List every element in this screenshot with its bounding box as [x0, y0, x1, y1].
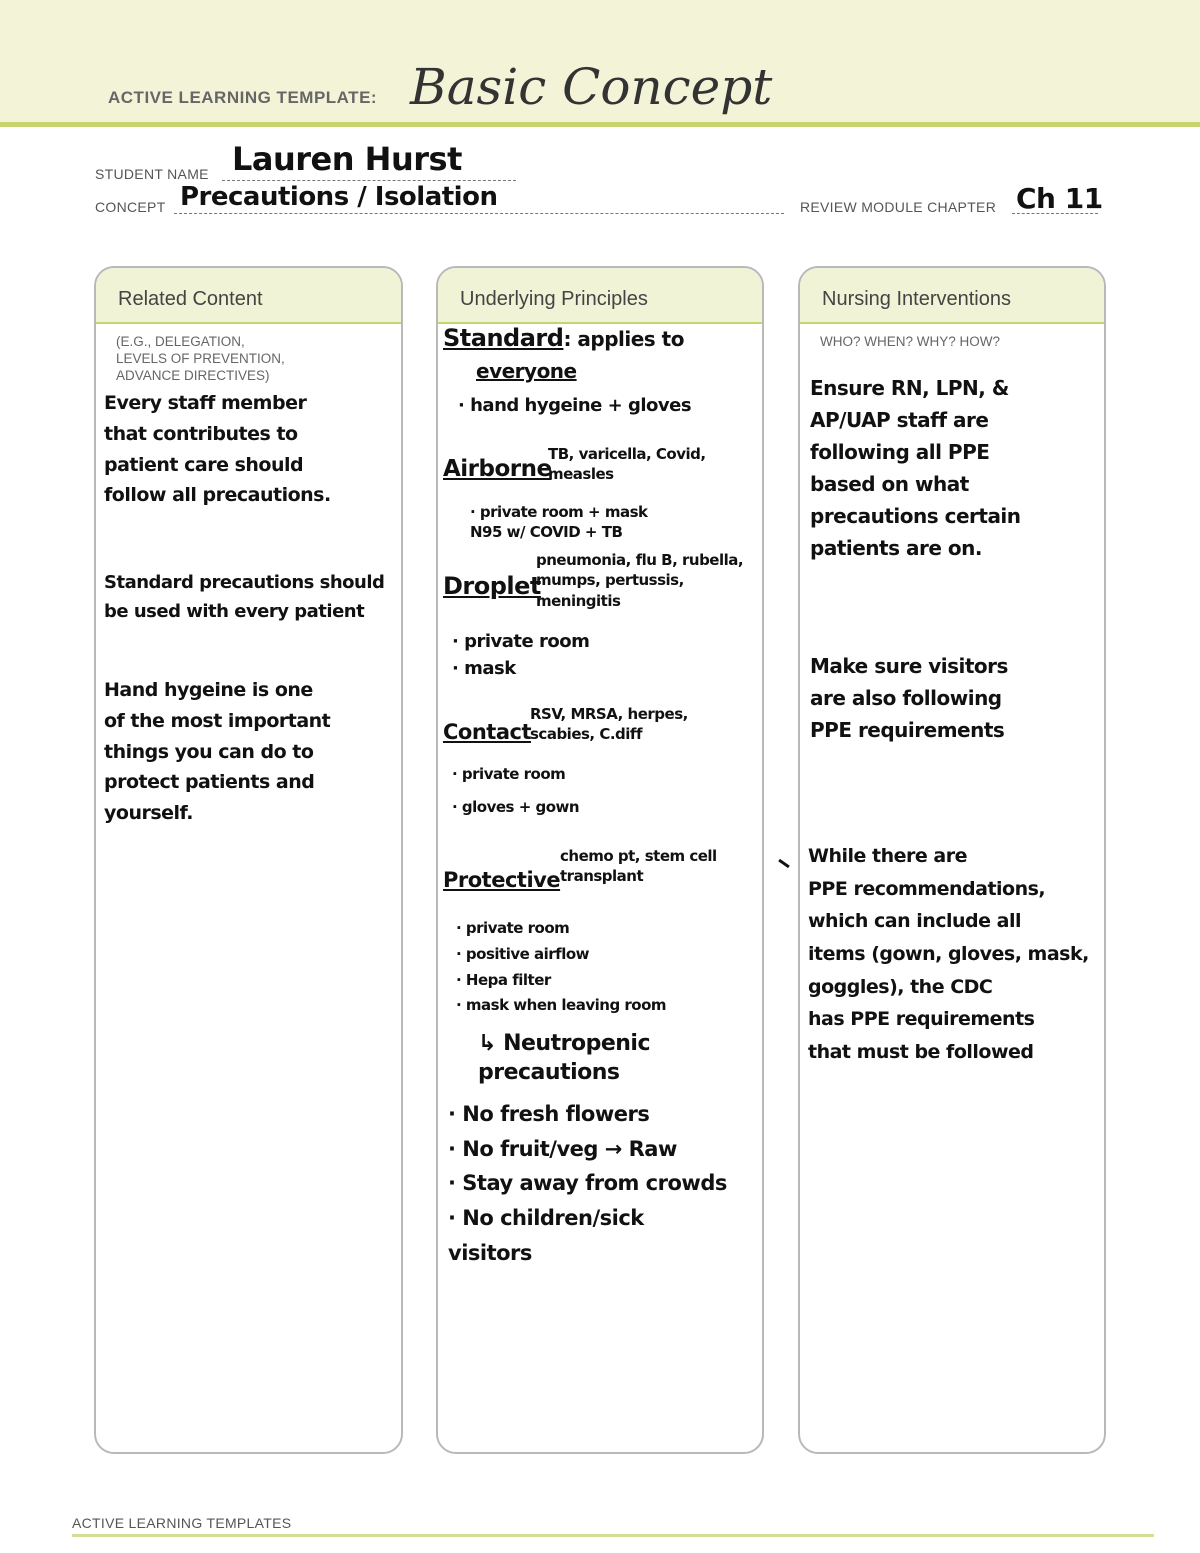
review-module-label: REVIEW MODULE CHAPTER — [800, 199, 997, 215]
airborne-items: · private room + mask N95 w/ COVID + TB — [470, 503, 648, 542]
contact-diseases: RSV, MRSA, herpes, scabies, C.diff — [530, 705, 688, 744]
student-name-line — [222, 180, 516, 181]
pen-tick-mark — [778, 859, 790, 868]
neutropenic-heading: ↳ Neutropenic precautions — [478, 1031, 650, 1085]
standard-item: · hand hygeine + gloves — [458, 395, 692, 416]
concept-value[interactable]: Precautions / Isolation — [180, 182, 498, 212]
airborne-diseases: TB, varicella, Covid, measles — [548, 445, 706, 484]
template-title: Basic Concept — [410, 58, 773, 116]
neutropenic-items: · No fresh flowers · No fruit/veg → Raw · Stay away from crowds · No children/sick visitors — [448, 1102, 727, 1265]
footer-divider — [72, 1534, 1154, 1537]
nursing-interventions-title: Nursing Interventions — [800, 268, 1104, 324]
protective-diseases: chemo pt, stem cell transplant — [560, 847, 717, 886]
related-note-2: Standard precautions should be used with every patient — [104, 572, 385, 623]
protective-items: · private room · positive airflow · Hepa filter · mask when leaving room — [456, 919, 667, 1015]
intervention-note-1: Ensure RN, LPN, & AP/UAP staff are following all PPE based on what precautions certain patients are on. — [810, 376, 1021, 560]
standard-text: : applies to — [563, 327, 684, 351]
contact-heading: Contact — [443, 720, 531, 744]
intervention-note-2: Make sure visitors are also following PPE requirements — [810, 654, 1008, 742]
student-name-value[interactable]: Lauren Hurst — [232, 140, 462, 178]
concept-line — [174, 213, 784, 214]
underlying-principles-title: Underlying Principles — [438, 268, 762, 324]
template-label: ACTIVE LEARNING TEMPLATE: — [108, 88, 378, 107]
student-name-label: STUDENT NAME — [95, 166, 209, 182]
droplet-diseases: pneumonia, flu B, rubella, mumps, pertussis, meningitis — [536, 551, 744, 610]
header-divider — [0, 122, 1200, 127]
related-note-1: Every staff member that contributes to patient care should follow all precautions. — [104, 392, 331, 507]
concept-label: CONCEPT — [95, 199, 166, 215]
droplet-heading: Droplet — [443, 572, 541, 600]
airborne-heading: Airborne — [443, 456, 552, 482]
related-content-title: Related Content — [96, 268, 401, 324]
related-content-subtitle: (E.G., DELEGATION, LEVELS OF PREVENTION, ADVANCE DIRECTIVES) — [116, 334, 285, 383]
standard-text-2: everyone — [476, 359, 577, 383]
intervention-note-3: While there are PPE recommendations, which can include all items (gown, gloves, mask, goggles), the CDC has PPE requirements that must be followed — [808, 845, 1089, 1064]
related-note-3: Hand hygeine is one of the most important things you can do to protect patients and yourself. — [104, 679, 331, 825]
contact-items: · private room · gloves + gown — [452, 765, 580, 816]
protective-heading: Protective — [443, 868, 561, 892]
standard-heading — [443, 320, 684, 357]
footer-label: ACTIVE LEARNING TEMPLATES — [72, 1515, 292, 1531]
nursing-interventions-subtitle: WHO? WHEN? WHY? HOW? — [820, 334, 1001, 349]
review-module-value[interactable]: Ch 11 — [1016, 182, 1103, 215]
standard-heading-text: Standard — [443, 324, 564, 352]
droplet-items: · private room · mask — [452, 631, 590, 679]
